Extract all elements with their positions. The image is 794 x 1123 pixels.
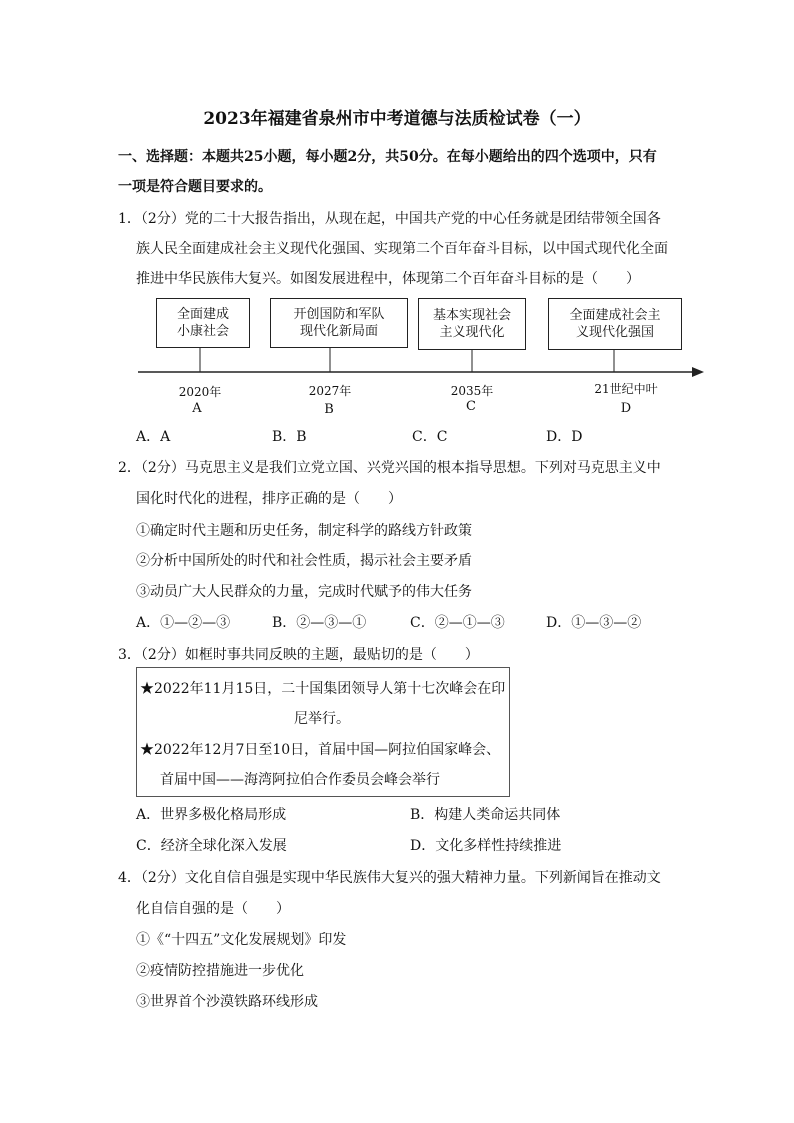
q4-item2: ②疫情防控措施进一步优化 [136, 963, 304, 979]
timeline-year-c: 2035年 [450, 384, 494, 398]
q3-option-b[interactable]: B．构建人类命运共同体 [410, 807, 561, 823]
timeline-box-d-line1: 全面建成社会主 [569, 308, 661, 323]
timeline-letter-a: A [192, 401, 202, 416]
timeline-box-c [418, 298, 526, 350]
timeline-year-b: 2027年 [308, 384, 352, 398]
timeline-letter-d: D [620, 401, 632, 416]
news-item1-line2: 尼举行。 [294, 711, 350, 727]
q1-option-c[interactable]: C．C [412, 429, 448, 445]
timeline-box-b-line2: 现代化新局面 [299, 324, 378, 339]
section-header-line1: 一、选择题：本题共25小题，每小题2分，共50分。在每小题给出的四个选项中，只有 [118, 149, 657, 165]
q2-option-c[interactable]: C．②—①—③ [410, 615, 505, 631]
timeline-year-a: 2020年 [178, 385, 222, 399]
timeline-box-c-line2: 主义现代化 [439, 325, 505, 340]
q1-option-b[interactable]: B．B [272, 429, 307, 445]
q2-item2: ②分析中国所处的时代和社会性质，揭示社会主要矛盾 [136, 553, 472, 569]
q4-line2: 化自信自强的是（ ） [136, 901, 290, 917]
news-item2-line1: ★2022年12月7日至10日，首届中国—阿拉伯国家峰会、 [140, 742, 501, 758]
timeline-letter-b: B [324, 402, 334, 417]
news-item2-line2: 首届中国——海湾阿拉伯合作委员会峰会举行 [160, 772, 440, 788]
q3-line1: 3．（2分）如框时事共同反映的主题，最贴切的是（ ） [118, 647, 479, 663]
news-item1-line1: ★2022年11月15日，二十国集团领导人第十七次峰会在印 [140, 681, 506, 697]
timeline-box-a-line2: 小康社会 [176, 324, 229, 339]
timeline-box-a-line1: 全面建成 [176, 307, 229, 322]
q1-line1: 1．（2分）党的二十大报告指出，从现在起，中国共产党的中心任务就是团结带领全国各 [118, 211, 661, 227]
timeline-box-b-line1: 开创国防和军队 [293, 307, 385, 322]
timeline-box-c-line1: 基本实现社会 [432, 308, 511, 323]
q1-option-a[interactable]: A．A [136, 429, 171, 445]
q2-item1: ①确定时代主题和历史任务，制定科学的路线方针政策 [136, 523, 472, 539]
timeline-box-a [156, 298, 250, 348]
q2-option-d[interactable]: D．①—③—② [546, 615, 642, 631]
q1-option-d[interactable]: D．D [546, 429, 583, 445]
section-header-line2: 一项是符合题目要求的。 [118, 179, 272, 195]
timeline-box-d [548, 298, 682, 350]
q3-option-c[interactable]: C．经济全球化深入发展 [136, 838, 287, 854]
timeline-letter-c: C [466, 399, 476, 414]
q4-item1: ①《“十四五”文化发展规划》印发 [136, 932, 347, 948]
q2-line1: 2．（2分）马克思主义是我们立党立国、兴党兴国的根本指导思想。下列对马克思主义中 [118, 460, 661, 476]
q2-item3: ③动员广大人民群众的力量，完成时代赋予的伟大任务 [136, 584, 472, 600]
page-title: 2023年福建省泉州市中考道德与法质检试卷（一） [203, 109, 591, 129]
q2-option-a[interactable]: A．①—②—③ [136, 615, 231, 631]
q3-option-d[interactable]: D．文化多样性持续推进 [410, 838, 562, 854]
q2-line2: 国化时代化的进程，排序正确的是（ ） [136, 491, 402, 507]
q1-line3: 推进中华民族伟大复兴。如图发展进程中，体现第二个百年奋斗目标的是（ ） [136, 271, 640, 287]
q4-item3: ③世界首个沙漠铁路环线形成 [136, 994, 318, 1010]
q3-option-a[interactable]: A．世界多极化格局形成 [136, 807, 287, 823]
timeline-box-d-line2: 义现代化强国 [575, 325, 654, 340]
q2-option-b[interactable]: B．②—③—① [272, 615, 367, 631]
timeline-year-d: 21世纪中叶 [594, 382, 658, 396]
timeline-box-b [270, 298, 408, 348]
timeline-axis [0, 0, 794, 430]
q1-line2: 族人民全面建成社会主义现代化强国、实现第二个百年奋斗目标，以中国式现代化全面 [136, 241, 668, 257]
q4-line1: 4．（2分）文化自信自强是实现中华民族伟大复兴的强大精神力量。下列新闻旨在推动文 [118, 870, 661, 886]
